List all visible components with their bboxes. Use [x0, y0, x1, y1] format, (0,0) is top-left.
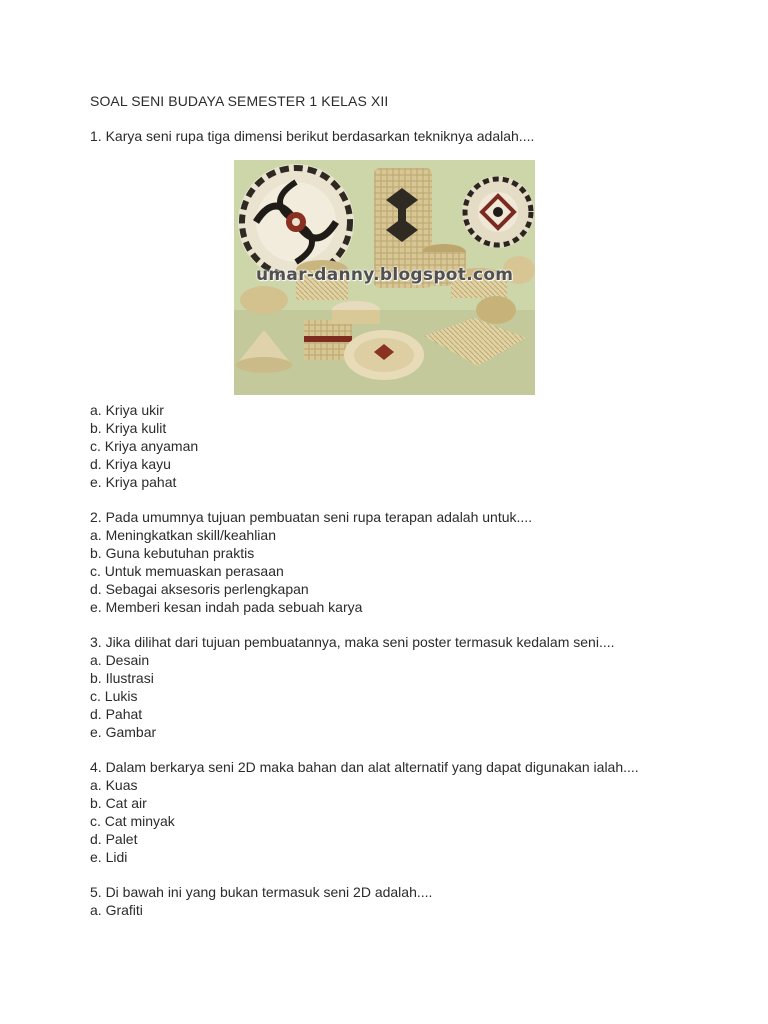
- option-c: c. Kriya anyaman: [90, 438, 199, 454]
- option-c: c. Lukis: [90, 688, 138, 704]
- option-d: d. Kriya kayu: [90, 456, 171, 472]
- option-a: a. Kuas: [90, 777, 138, 793]
- document-content: [90, 92, 710, 936]
- option-b: b. Cat air: [90, 795, 147, 811]
- question-text: 2. Pada umumnya tujuan pembuatan seni rupa terapan adalah untuk....: [90, 509, 533, 525]
- question-text: 4. Dalam berkarya seni 2D maka bahan dan alat alternatif yang dapat digunakan ialah....: [90, 759, 639, 775]
- question-text: 1. Karya seni rupa tiga dimensi berikut berdasarkan tekniknya adalah....: [90, 128, 535, 144]
- option-b: b. Kriya kulit: [90, 420, 167, 436]
- question-2: [90, 508, 710, 616]
- option-a: a. Grafiti: [90, 902, 143, 918]
- option-e: e. Kriya pahat: [90, 474, 177, 490]
- options-list: [90, 401, 710, 491]
- watermark-text: umar-danny.blogspot.com: [256, 265, 514, 285]
- woven-crafts-image: [234, 160, 535, 395]
- question-5: [90, 883, 710, 919]
- option-e: e. Memberi kesan indah pada sebuah karya: [90, 599, 363, 615]
- option-c: c. Cat minyak: [90, 813, 175, 829]
- option-a: a. Meningkatkan skill/keahlian: [90, 527, 276, 543]
- question-1: [90, 127, 710, 491]
- option-d: d. Palet: [90, 831, 138, 847]
- option-a: a. Desain: [90, 652, 150, 668]
- question-4: [90, 758, 710, 866]
- option-d: d. Sebagai aksesoris perlengkapan: [90, 581, 309, 597]
- option-c: c. Untuk memuaskan perasaan: [90, 563, 284, 579]
- question-text: 3. Jika dilihat dari tujuan pembuatannya, maka seni poster termasuk kedalam seni....: [90, 634, 615, 650]
- question-text: 5. Di bawah ini yang bukan termasuk seni 2D adalah....: [90, 884, 433, 900]
- option-e: e. Gambar: [90, 724, 157, 740]
- question-3: [90, 633, 710, 741]
- option-d: d. Pahat: [90, 706, 143, 722]
- document-title: SOAL SENI BUDAYA SEMESTER 1 KELAS XII: [90, 93, 389, 109]
- option-e: e. Lidi: [90, 849, 128, 865]
- option-b: b. Guna kebutuhan praktis: [90, 545, 255, 561]
- option-a: a. Kriya ukir: [90, 402, 164, 418]
- option-b: b. Ilustrasi: [90, 670, 154, 686]
